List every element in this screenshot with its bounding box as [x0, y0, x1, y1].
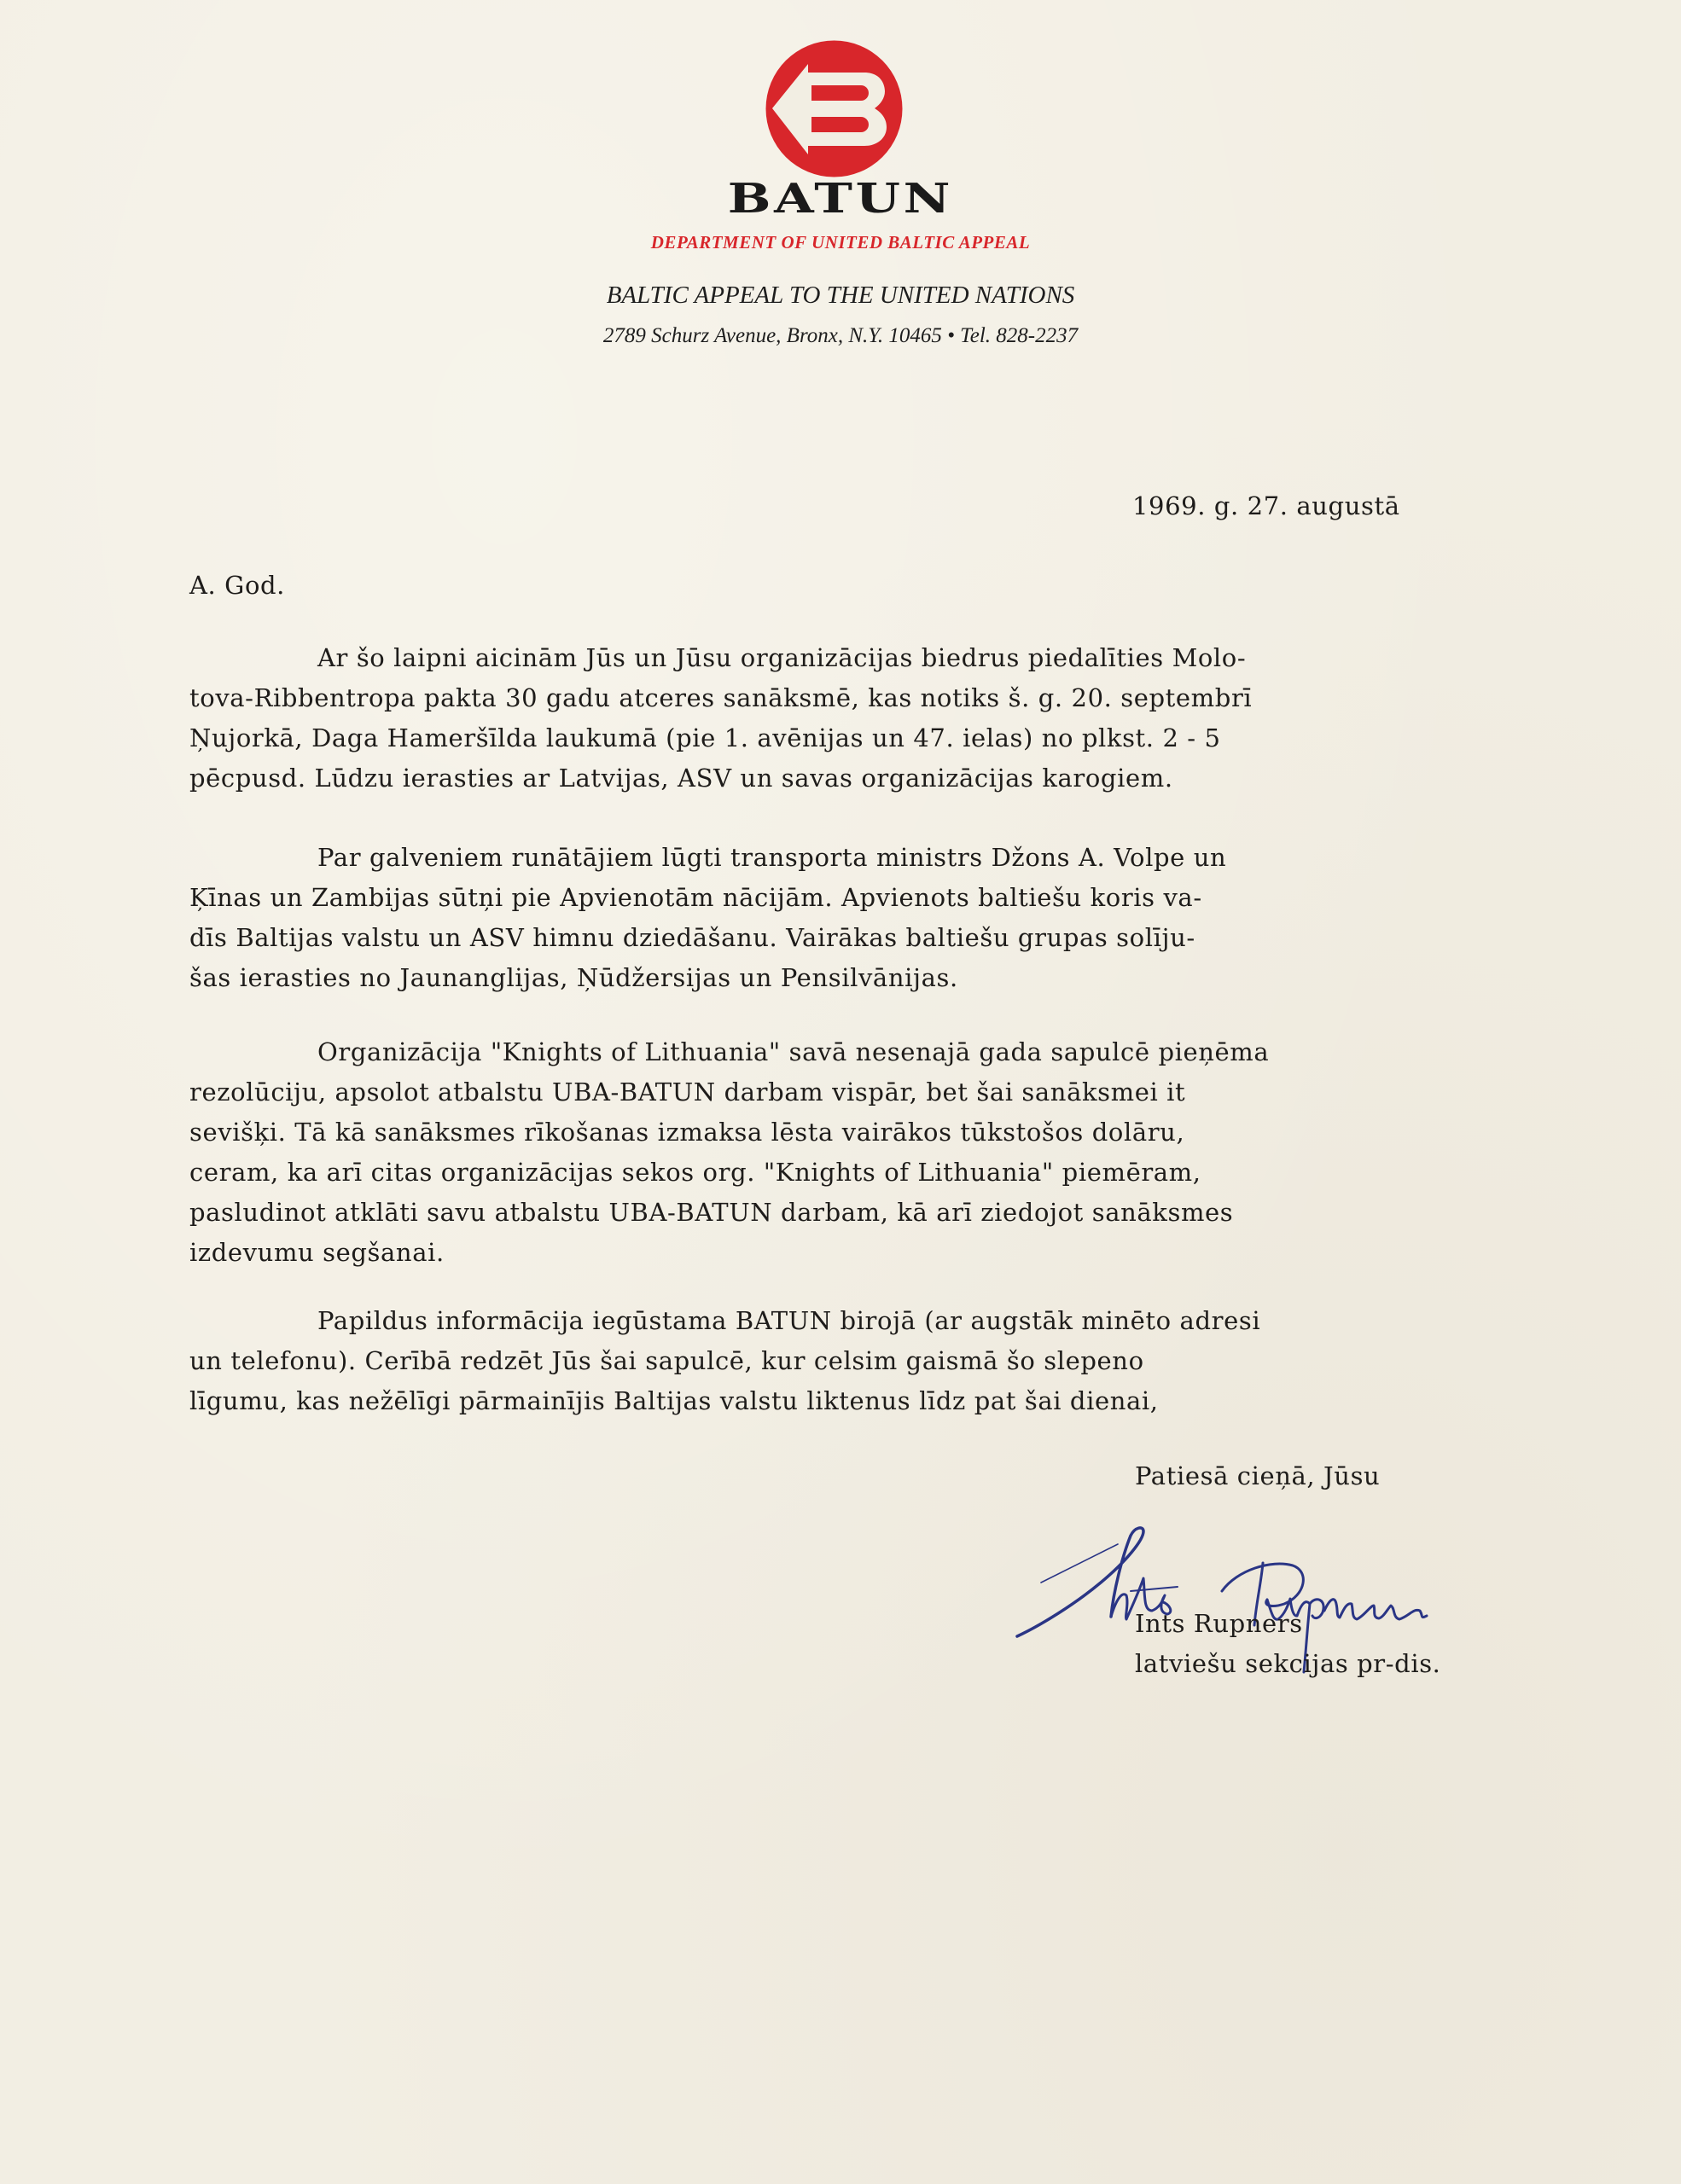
logo-b-lower-bar	[811, 117, 856, 132]
closing: Patiesā cieņā, Jūsu	[1135, 1461, 1381, 1490]
signer-name: Ints Rupners	[1135, 1609, 1303, 1638]
paragraph-line: Papildus informācija iegūstama BATUN birojā (ar augstāk minēto adresi	[317, 1306, 1261, 1335]
brand-department: DEPARTMENT OF UNITED BALTIC APPEAL	[650, 232, 1031, 253]
paragraph-line: šas ierasties no Jaunanglijas, Ņūdžersijas un Pensilvānijas.	[189, 963, 958, 992]
signature-stroke-t-cross	[1131, 1587, 1178, 1591]
paragraph-line: sevišķi. Tā kā sanāksmes rīkošanas izmaksa lēsta vairākos tūkstošos dolāru,	[189, 1118, 1185, 1147]
signer-title: latviešu sekcijas pr-dis.	[1135, 1649, 1441, 1678]
paragraph-line: dīs Baltijas valstu un ASV himnu dziedāšanu. Vairākas baltiešu grupas solīju-	[189, 923, 1195, 952]
paragraph-line: Ņujorkā, Daga Hameršīlda laukumā (pie 1. avēnijas un 47. ielas) no plkst. 2 - 5	[189, 723, 1221, 752]
paragraph-4	[189, 1301, 1555, 1421]
paragraph-2	[189, 838, 1555, 998]
paragraph-line: Ķīnas un Zambijas sūtņi pie Apvienotām nācijām. Apvienots baltiešu koris va-	[189, 883, 1202, 912]
paragraph-line: Ar šo laipni aicinām Jūs un Jūsu organizācijas biedrus piedalīties Molo-	[317, 643, 1247, 672]
paragraph-line: ceram, ka arī citas organizācijas sekos org. "Knights of Lithuania" piemēram,	[189, 1158, 1201, 1187]
salutation: A. God.	[189, 571, 285, 600]
letter-date: 1969. g. 27. augustā	[1132, 491, 1400, 520]
paragraph-line: un telefonu). Cerībā redzēt Jūs šai sapulcē, kur celsim gaismā šo slepeno	[189, 1346, 1144, 1375]
paragraph-line: Organizācija "Knights of Lithuania" savā nesenajā gada sapulcē pieņēma	[317, 1037, 1270, 1066]
paragraph-line: līgumu, kas nežēlīgi pārmainījis Baltijas valstu liktenus līdz pat šai dienai,	[189, 1386, 1159, 1415]
paragraph-line: Par galveniem runātājiem lūgti transporta ministrs Džons A. Volpe un	[317, 843, 1227, 872]
logo-b-upper-bar	[811, 85, 856, 101]
organization-address: 2789 Schurz Avenue, Bronx, N.Y. 10465 • Tel. 828-2237	[602, 324, 1079, 347]
paragraph-line: pēcpusd. Lūdzu ierasties ar Latvijas, ASV un savas organizācijas karogiem.	[189, 764, 1173, 793]
paragraph-line: pasludinot atklāti savu atbalstu UBA-BATUN darbam, kā arī ziedojot sanāksmes	[189, 1198, 1234, 1227]
paragraph-1	[189, 638, 1555, 799]
batun-logo-icon	[764, 38, 904, 179]
paragraph-3	[189, 1032, 1555, 1273]
brand-name: BATUN	[727, 175, 954, 223]
paragraph-line: rezolūciju, apsolot atbalstu UBA-BATUN darbam vispār, bet šai sanāksmei it	[189, 1077, 1186, 1107]
paragraph-line: tova-Ribbentropa pakta 30 gadu atceres sanāksmē, kas notiks š. g. 20. septembrī	[189, 683, 1253, 712]
organization-title: BALTIC APPEAL TO THE UNITED NATIONS	[606, 282, 1075, 309]
paragraph-line: izdevumu segšanai.	[189, 1238, 445, 1267]
signature-stroke-i	[1017, 1528, 1143, 1636]
